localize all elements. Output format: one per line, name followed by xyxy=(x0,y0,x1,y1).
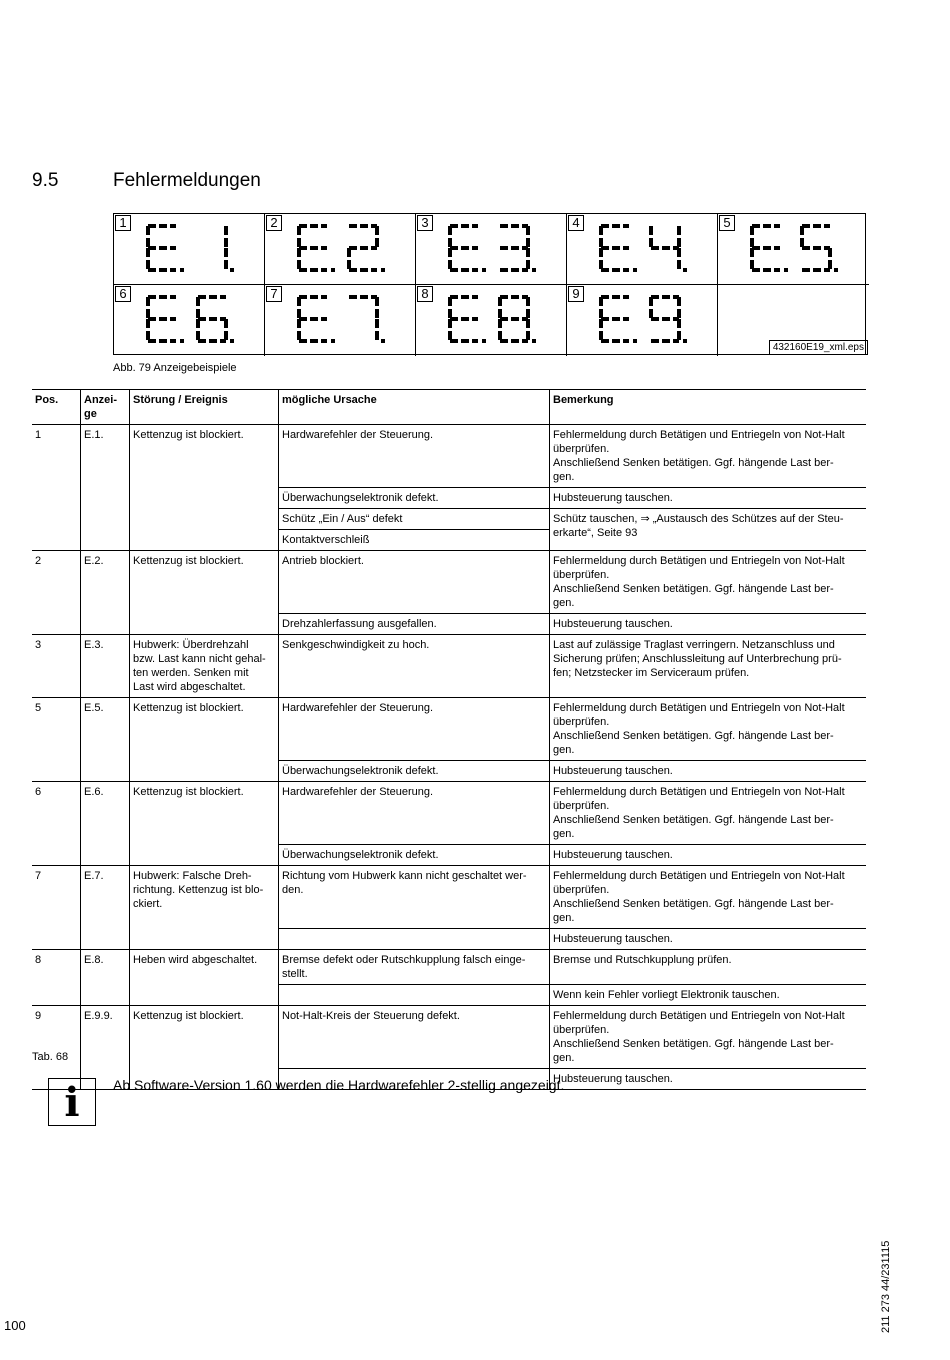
cell-display: E.6. xyxy=(81,782,130,866)
cell-event: Kettenzug ist blockiert. xyxy=(130,698,279,782)
error-table xyxy=(32,389,866,1090)
example-number: 7 xyxy=(266,286,282,302)
cell-event: Kettenzug ist blockiert. xyxy=(130,551,279,635)
seven-segment-display xyxy=(297,222,409,278)
figure-file-label: 432160E19_xml.eps xyxy=(769,340,868,355)
example-number: 9 xyxy=(568,286,584,302)
table-row xyxy=(32,950,866,985)
cell-cause: Senkgeschwindigkeit zu hoch. xyxy=(279,635,550,698)
cell-cause: Hardwarefehler der Steuerung. xyxy=(279,425,550,488)
table-row xyxy=(32,866,866,929)
seven-segment-display xyxy=(448,222,560,278)
cell-remark: Fehlermeldung durch Betätigen und Entriegeln von Not-Halt überprüfen. Anschließend Senken betätigen. Ggf. hängende Last ber- gen. xyxy=(550,425,867,488)
example-number: 1 xyxy=(115,215,131,231)
cell-pos: 3 xyxy=(32,635,81,698)
display-example-6 xyxy=(114,285,265,356)
display-example-empty xyxy=(718,285,869,356)
cell-cause: Schütz „Ein / Aus“ defekt xyxy=(279,509,550,530)
cell-display: E.3. xyxy=(81,635,130,698)
cell-event: Kettenzug ist blockiert. xyxy=(130,1006,279,1090)
cell-event: Hubwerk: Überdrehzahl bzw. Last kann nicht gehal- ten werden. Senken mit Last wird abgeschaltet. xyxy=(130,635,279,698)
display-examples-figure xyxy=(113,213,866,355)
seven-segment-display xyxy=(146,222,258,278)
section-title: Fehlermeldungen xyxy=(113,170,261,191)
cell-pos: 2 xyxy=(32,551,81,635)
display-example-3 xyxy=(416,214,567,285)
seven-segment-display xyxy=(750,222,862,278)
note-text: Ab Software-Version 1.60 werden die Hardwarefehler 2-stellig angezeigt. xyxy=(113,1077,565,1093)
cell-cause: Hardwarefehler der Steuerung. xyxy=(279,698,550,761)
figure-caption: Abb. 79 Anzeigebeispiele xyxy=(113,362,237,374)
cell-pos: 6 xyxy=(32,782,81,866)
cell-remark: Fehlermeldung durch Betätigen und Entriegeln von Not-Halt überprüfen. Anschließend Senken betätigen. Ggf. hängende Last ber- gen. xyxy=(550,551,867,614)
header-event: Störung / Ereignis xyxy=(130,390,279,425)
cell-remark: Schütz tauschen, ⇒ „Austausch des Schützes auf der Steu- erkarte“, Seite 93 xyxy=(550,509,867,551)
cell-display: E.2. xyxy=(81,551,130,635)
cell-cause: Überwachungselektronik defekt. xyxy=(279,845,550,866)
display-example-8 xyxy=(416,285,567,356)
cell-remark: Bremse und Rutschkupplung prüfen. xyxy=(550,950,867,985)
table-row xyxy=(32,425,866,488)
display-example-9 xyxy=(567,285,718,356)
cell-display: E.1. xyxy=(81,425,130,551)
cell-pos: 1 xyxy=(32,425,81,551)
display-example-2 xyxy=(265,214,416,285)
display-example-1 xyxy=(114,214,265,285)
display-example-4 xyxy=(567,214,718,285)
cell-display: E.7. xyxy=(81,866,130,950)
seven-segment-display xyxy=(146,293,258,349)
cell-cause: Bremse defekt oder Rutschkupplung falsch einge- stellt. xyxy=(279,950,550,985)
example-number: 4 xyxy=(568,215,584,231)
table-row xyxy=(32,698,866,761)
cell-pos: 7 xyxy=(32,866,81,950)
cell-cause: Kontaktverschleiß xyxy=(279,530,550,551)
cell-remark: Fehlermeldung durch Betätigen und Entriegeln von Not-Halt überprüfen. Anschließend Senken betätigen. Ggf. hängende Last ber- gen. xyxy=(550,866,867,929)
seven-segment-display xyxy=(297,293,409,349)
table-row xyxy=(32,551,866,614)
seven-segment-display xyxy=(599,293,711,349)
document-number: 211 273 44/231115 xyxy=(880,1240,892,1333)
cell-pos: 5 xyxy=(32,698,81,782)
cell-event: Kettenzug ist blockiert. xyxy=(130,782,279,866)
cell-display: E.9.9. xyxy=(81,1006,130,1090)
cell-remark: Hubsteuerung tauschen. xyxy=(550,1069,867,1090)
table-row xyxy=(32,782,866,845)
cell-event: Kettenzug ist blockiert. xyxy=(130,425,279,551)
cell-remark: Last auf zulässige Traglast verringern. Netzanschluss und Sicherung prüfen; Anschlussleitung auf Unterbrechung prü- fen; Netzstecker im Serviceraum prüfen. xyxy=(550,635,867,698)
table-row xyxy=(32,1006,866,1069)
example-number: 2 xyxy=(266,215,282,231)
cell-display: E.8. xyxy=(81,950,130,1006)
example-number: 8 xyxy=(417,286,433,302)
info-icon: i xyxy=(48,1078,96,1126)
cell-remark: Fehlermeldung durch Betätigen und Entriegeln von Not-Halt überprüfen. Anschließend Senken betätigen. Ggf. hängende Last ber- gen. xyxy=(550,782,867,845)
cell-event: Hubwerk: Falsche Dreh- richtung. Kettenzug ist blo- ckiert. xyxy=(130,866,279,950)
cell-remark: Hubsteuerung tauschen. xyxy=(550,488,867,509)
cell-cause: Drehzahlerfassung ausgefallen. xyxy=(279,614,550,635)
cell-cause: Hardwarefehler der Steuerung. xyxy=(279,782,550,845)
header-remark: Bemerkung xyxy=(550,390,867,425)
cell-remark: Hubsteuerung tauschen. xyxy=(550,845,867,866)
header-cause: mögliche Ursache xyxy=(279,390,550,425)
table-row xyxy=(32,635,866,698)
cell-remark: Hubsteuerung tauschen. xyxy=(550,761,867,782)
section-number: 9.5 xyxy=(32,170,59,191)
cell-cause: Not-Halt-Kreis der Steuerung defekt. xyxy=(279,1006,550,1069)
cell-remark: Hubsteuerung tauschen. xyxy=(550,929,867,950)
cell-cause: Antrieb blockiert. xyxy=(279,551,550,614)
seven-segment-display xyxy=(448,293,560,349)
cell-event: Heben wird abgeschaltet. xyxy=(130,950,279,1006)
cell-remark: Fehlermeldung durch Betätigen und Entriegeln von Not-Halt überprüfen. Anschließend Senken betätigen. Ggf. hängende Last ber- gen. xyxy=(550,698,867,761)
header-pos: Pos. xyxy=(32,390,81,425)
display-example-5 xyxy=(718,214,869,285)
example-number: 3 xyxy=(417,215,433,231)
table-header-row xyxy=(32,390,866,425)
example-number: 6 xyxy=(115,286,131,302)
cell-remark: Fehlermeldung durch Betätigen und Entriegeln von Not-Halt überprüfen. Anschließend Senken betätigen. Ggf. hängende Last ber- gen. xyxy=(550,1006,867,1069)
seven-segment-display xyxy=(599,222,711,278)
cell-cause: Überwachungselektronik defekt. xyxy=(279,761,550,782)
header-display: Anzei- ge xyxy=(81,390,130,425)
display-example-7 xyxy=(265,285,416,356)
cell-remark: Wenn kein Fehler vorliegt Elektronik tauschen. xyxy=(550,985,867,1006)
cell-cause: Richtung vom Hubwerk kann nicht geschaltet wer- den. xyxy=(279,866,550,929)
cell-display: E.5. xyxy=(81,698,130,782)
page-number: 100 xyxy=(4,1318,26,1333)
cell-remark: Hubsteuerung tauschen. xyxy=(550,614,867,635)
example-number: 5 xyxy=(719,215,735,231)
cell-cause: Überwachungselektronik defekt. xyxy=(279,488,550,509)
cell-cause xyxy=(279,929,550,950)
table-label: Tab. 68 xyxy=(32,1051,69,1063)
cell-cause xyxy=(279,985,550,1006)
cell-pos: 8 xyxy=(32,950,81,1006)
cell-pos: 9 xyxy=(32,1006,81,1090)
